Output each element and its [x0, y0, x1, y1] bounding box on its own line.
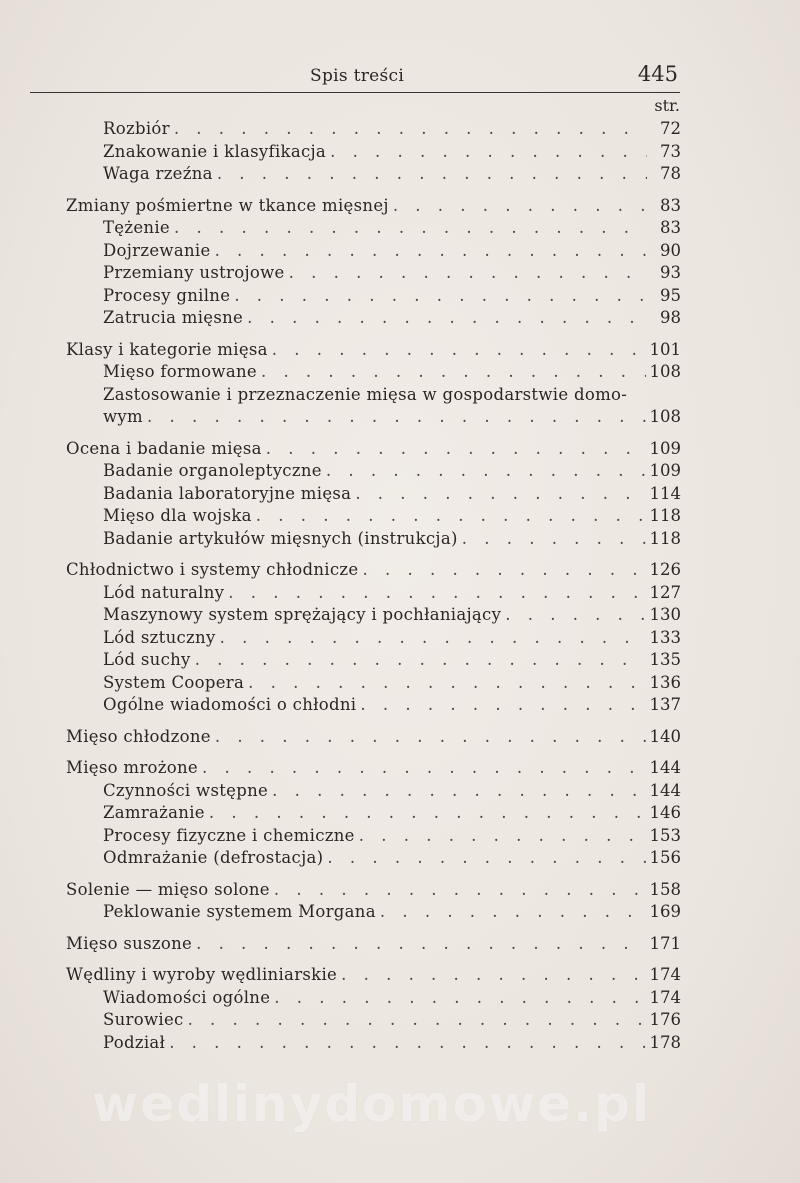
toc-subentry	[66, 582, 681, 605]
toc-entry-label: Mięso formowane	[103, 362, 257, 381]
toc-page-number: 174	[649, 965, 681, 984]
toc-subentry	[66, 1009, 681, 1032]
toc-entry-label: Maszynowy system sprężający i pochłaniający	[103, 605, 502, 624]
toc-entry-label: Ocena i badanie mięsa	[66, 438, 262, 458]
dot-leader	[274, 987, 645, 1010]
toc-subentry	[66, 285, 681, 308]
toc-subentry-wrapped	[66, 384, 681, 429]
toc-subentry	[66, 528, 681, 551]
header-page-number: 445	[637, 62, 678, 86]
toc-subentry	[66, 802, 681, 825]
toc-entry-label: Surowiec	[103, 1010, 184, 1029]
toc-section-title	[66, 879, 681, 902]
toc-entry-label: Procesy fizyczne i chemiczne	[103, 825, 355, 845]
toc-entry-label: Zmiany pośmiertne w tkance mięsnej	[66, 195, 389, 215]
dot-leader	[147, 406, 646, 429]
toc-page-number: 109	[649, 438, 681, 458]
toc-page-number: 72	[660, 119, 681, 138]
toc-page-number: 108	[649, 362, 681, 381]
toc-section-title	[66, 559, 681, 582]
toc-entry-label: Dojrzewanie	[103, 240, 211, 260]
toc-section	[66, 933, 681, 956]
toc-section	[66, 118, 681, 186]
dot-leader	[256, 505, 646, 528]
toc-page-number: 108	[649, 407, 681, 426]
toc-section	[66, 559, 681, 717]
dot-leader	[196, 933, 645, 956]
toc-subentry	[66, 483, 681, 506]
toc-entry-label: Ogólne wiadomości o chłodni	[103, 695, 357, 714]
toc-entry-label: Czynności wstępne	[103, 780, 269, 800]
toc-page-number: 126	[649, 560, 681, 579]
toc-subentry	[66, 1032, 681, 1055]
toc-entry-label: Wiadomości ogólne	[103, 987, 271, 1007]
toc-page-number: 144	[649, 758, 681, 777]
toc-page-number: 95	[660, 285, 681, 305]
toc-page-number: 135	[649, 650, 681, 669]
toc-page-number: 118	[649, 528, 681, 548]
dot-leader	[202, 757, 646, 780]
dot-leader	[274, 879, 646, 902]
toc-subentry	[66, 694, 681, 717]
table-of-contents	[66, 118, 681, 1063]
toc-entry-label: Solenie — mięso solone	[66, 879, 270, 899]
toc-entry-label: Chłodnictwo i systemy chłodnicze	[66, 560, 359, 579]
header-title: Spis treści	[310, 66, 405, 86]
toc-entry-label: Badanie organoleptyczne	[103, 461, 322, 480]
dot-leader	[247, 307, 647, 330]
toc-entry-label: Peklowanie systemem Morgana	[103, 902, 376, 921]
toc-page-number: 178	[649, 1032, 681, 1052]
dot-leader	[169, 1032, 645, 1055]
toc-page-number: 176	[649, 1010, 681, 1029]
toc-entry-label: Odmrażanie (defrostacja)	[103, 848, 324, 867]
toc-page-number: 83	[660, 195, 681, 215]
toc-page-number: 109	[649, 461, 681, 480]
toc-subentry	[66, 627, 681, 650]
toc-entry-label: Lód naturalny	[103, 582, 225, 602]
toc-subentry	[66, 361, 681, 384]
toc-page-number: 156	[649, 848, 681, 867]
dot-leader	[220, 627, 646, 650]
dot-leader	[359, 825, 646, 848]
toc-section	[66, 964, 681, 1054]
toc-subentry	[66, 672, 681, 695]
toc-entry-label: Podział	[103, 1032, 166, 1052]
toc-subentry	[66, 118, 681, 141]
toc-page-number: 101	[649, 339, 681, 359]
dot-leader	[248, 672, 645, 695]
watermark: wedlinydomowe.pl	[92, 1075, 651, 1133]
toc-page-number: 114	[649, 483, 681, 503]
toc-subentry	[66, 847, 681, 870]
toc-page-number: 171	[649, 933, 681, 953]
toc-page-number: 158	[649, 879, 681, 899]
toc-section	[66, 879, 681, 924]
toc-section-title	[66, 757, 681, 780]
toc-subentry	[66, 307, 681, 330]
dot-leader	[217, 163, 647, 186]
toc-subentry	[66, 604, 681, 627]
toc-entry-label: Wędliny i wyroby wędliniarskie	[66, 965, 338, 984]
dot-leader	[272, 339, 646, 362]
toc-section-title	[66, 964, 681, 987]
dot-leader	[195, 649, 646, 672]
dot-leader	[188, 1009, 646, 1032]
dot-leader	[266, 438, 646, 461]
dot-leader	[355, 483, 645, 506]
dot-leader	[272, 780, 645, 803]
toc-page-number: 73	[660, 141, 681, 161]
toc-entry-line2	[103, 406, 681, 429]
dot-leader	[341, 964, 645, 987]
dot-leader	[174, 118, 647, 141]
toc-page-number: 130	[649, 605, 681, 624]
dot-leader	[362, 559, 645, 582]
dot-leader	[330, 141, 647, 164]
dot-leader	[380, 901, 646, 924]
toc-subentry	[66, 505, 681, 528]
dot-leader	[234, 285, 647, 308]
toc-entry-label: Znakowanie i klasyfikacja	[103, 141, 327, 161]
toc-subentry	[66, 217, 681, 240]
dot-leader	[209, 802, 646, 825]
toc-subentry	[66, 240, 681, 263]
toc-section-title	[66, 339, 681, 362]
toc-page-number: 174	[649, 987, 681, 1007]
toc-section-title	[66, 438, 681, 461]
toc-entry-label: Badanie artykułów mięsnych (instrukcja)	[103, 528, 458, 548]
dot-leader	[261, 361, 646, 384]
toc-page-number: 127	[649, 582, 681, 602]
toc-page-number: 118	[649, 506, 681, 525]
toc-page-number: 146	[649, 803, 681, 822]
toc-section-title	[66, 933, 681, 956]
toc-section-title	[66, 195, 681, 218]
toc-entry-label: Lód suchy	[103, 650, 191, 669]
toc-entry-label: Tężenie	[103, 218, 170, 237]
toc-page-number: 144	[649, 780, 681, 800]
toc-entry-label: Badania laboratoryjne mięsa	[103, 483, 352, 503]
toc-section	[66, 438, 681, 551]
toc-section	[66, 757, 681, 870]
toc-page-number: 133	[649, 627, 681, 647]
toc-entry-label: Klasy i kategorie mięsa	[66, 339, 268, 359]
dot-leader	[289, 262, 647, 285]
toc-section	[66, 726, 681, 749]
toc-page-number: 90	[660, 240, 681, 260]
toc-entry-label: System Coopera	[103, 672, 245, 692]
dot-leader	[505, 604, 645, 627]
dot-leader	[174, 217, 647, 240]
toc-entry-label: Procesy gnilne	[103, 285, 231, 305]
toc-subentry	[66, 825, 681, 848]
dot-leader	[360, 694, 645, 717]
dot-leader	[215, 240, 647, 263]
running-header	[30, 60, 680, 93]
toc-page-number: 153	[649, 825, 681, 845]
toc-subentry	[66, 460, 681, 483]
toc-subentry	[66, 901, 681, 924]
dot-leader	[327, 847, 645, 870]
page-column-label: str.	[654, 96, 680, 115]
toc-page-number: 98	[660, 308, 681, 327]
toc-entry-label: Rozbiór	[103, 119, 170, 138]
toc-section	[66, 339, 681, 429]
dot-leader	[462, 528, 646, 551]
dot-leader	[393, 195, 647, 218]
toc-entry-label-line1: Zastosowanie i przeznaczenie mięsa w gospodarstwie domo-	[103, 384, 628, 404]
toc-entry-label: Mięso chłodzone	[66, 726, 211, 746]
toc-entry-label: Zatrucia mięsne	[103, 308, 244, 327]
toc-entry-label: Przemiany ustrojowe	[103, 263, 285, 282]
toc-section	[66, 195, 681, 330]
toc-entry-label: Waga rzeźna	[103, 164, 213, 183]
dot-leader	[228, 582, 645, 605]
toc-page-number: 169	[649, 902, 681, 921]
toc-page-number: 78	[660, 164, 681, 183]
toc-subentry	[66, 141, 681, 164]
toc-subentry	[66, 780, 681, 803]
toc-page-number: 136	[649, 672, 681, 692]
toc-subentry	[66, 163, 681, 186]
toc-entry-label-line2: wym	[103, 407, 143, 426]
toc-subentry	[66, 987, 681, 1010]
toc-section-title	[66, 726, 681, 749]
toc-entry-label: Zamrażanie	[103, 803, 205, 822]
toc-subentry	[66, 262, 681, 285]
toc-entry-label: Mięso suszone	[66, 933, 193, 953]
dot-leader	[215, 726, 646, 749]
toc-entry-label: Mięso dla wojska	[103, 506, 252, 525]
toc-subentry	[66, 649, 681, 672]
toc-page-number: 140	[649, 726, 681, 746]
toc-page-number: 83	[660, 218, 681, 237]
dot-leader	[326, 460, 646, 483]
toc-page-number: 93	[660, 263, 681, 282]
toc-entry-label: Lód sztuczny	[103, 627, 216, 647]
toc-entry-label: Mięso mrożone	[66, 758, 198, 777]
toc-page-number: 137	[649, 695, 681, 714]
